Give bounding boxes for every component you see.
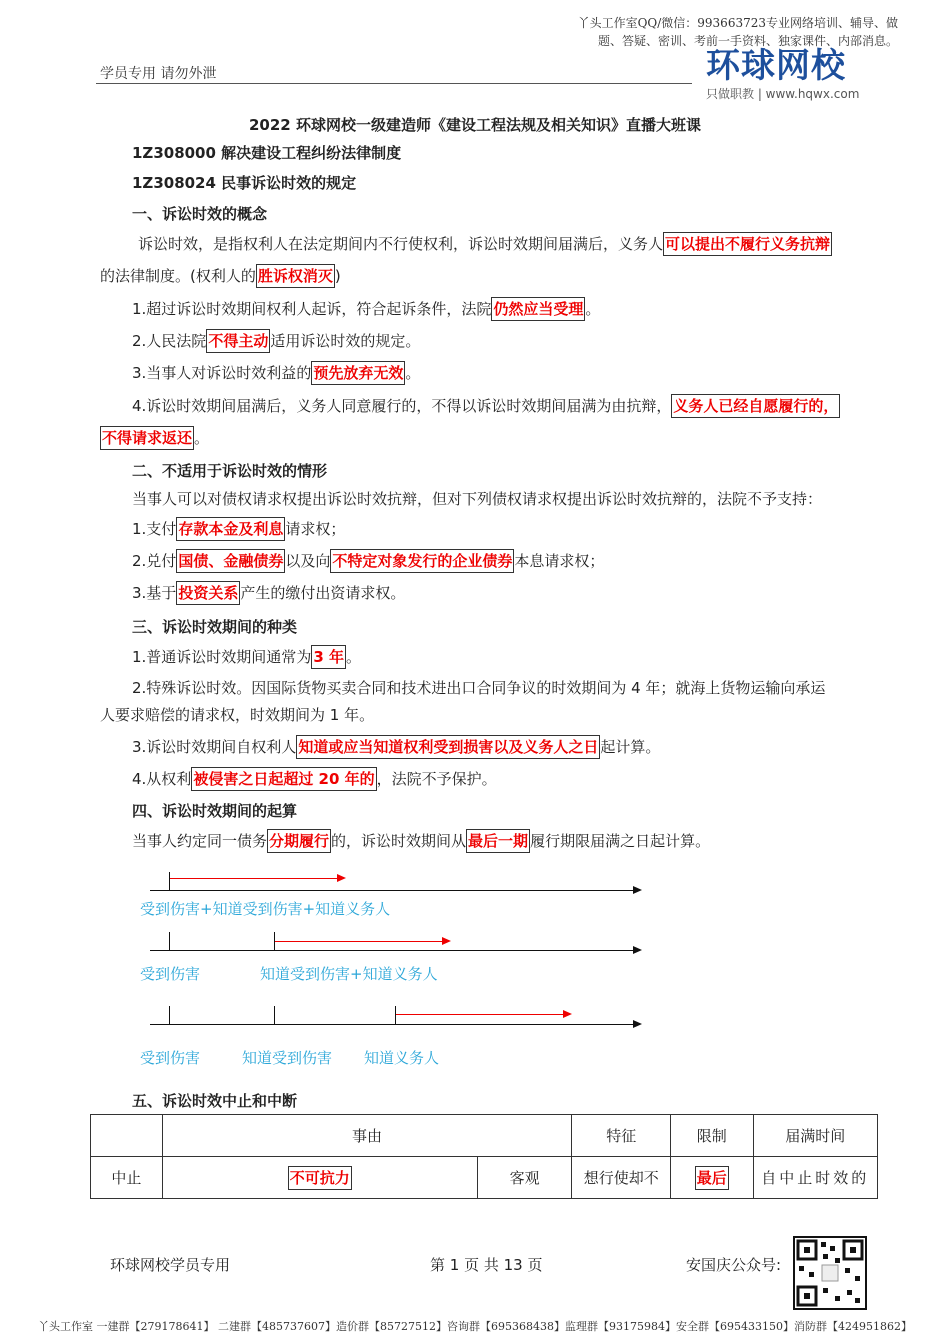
timeline-3-tick-2 (274, 1006, 275, 1024)
highlight-bonds: 国债、金融债券 (176, 549, 285, 573)
footer-right: 安国庆公众号: (686, 1256, 782, 1274)
document-title: 2022 环球网校一级建造师《建设工程法规及相关知识》直播大班课 (249, 116, 701, 134)
timeline-1-label: 受到伤害+知道受到伤害+知道义务人 (140, 900, 391, 918)
header-restriction-label: 学员专用 请勿外泄 (100, 66, 217, 82)
s2-paragraph: 当事人可以对债权请求权提出诉讼时效抗辩，但对下列债权请求权提出诉讼时效抗辩的，法院不予支持： (132, 490, 823, 508)
section-4-title: 四、诉讼时效期间的起算 (132, 802, 298, 820)
highlight-accept: 仍然应当受理 (491, 297, 585, 321)
s2-item-3: 3.基于 投资关系 产生的缴付出资请求权。 (132, 582, 405, 604)
logo-text: 环球网校 (706, 46, 846, 86)
timeline-1-axis (150, 890, 634, 891)
logo-slogan: 只做职教 | www.hqwx.com (706, 87, 860, 101)
highlight-3-years: 3 年 (311, 645, 346, 669)
section-heading: 1Z308024 民事诉讼时效的规定 (132, 174, 357, 192)
highlight-waive-invalid: 预先放弃无效 (311, 361, 405, 385)
suspension-interruption-table (90, 1114, 878, 1199)
s2-item-2: 2.兑付 国债、金融债券 以及向 不特定对象发行的企业债券 本息请求权； (132, 550, 604, 572)
s3-item-1: 1.普通诉讼时效期间通常为 3 年 。 (132, 646, 361, 668)
qr-code (793, 1236, 867, 1310)
timeline-2-period (275, 941, 443, 942)
timeline-2-label-2: 知道受到伤害+知道义务人 (260, 965, 438, 983)
section-2-title: 二、不适用于诉讼时效的情形 (132, 462, 328, 480)
table-header-cell (91, 1115, 163, 1157)
timeline-3-label-3: 知道义务人 (364, 1049, 440, 1067)
timeline-2-tick-1 (169, 932, 170, 950)
s3-item-4: 4.从权利 被侵害之日起超过 20 年的 ，法院不予保护。 (132, 768, 497, 790)
table-cell: 想行使却不 (572, 1157, 671, 1199)
s3-item-2-line1: 2.特殊诉讼时效。因国际货物买卖合同和技术进出口合同争议的时效期间为 4 年；就海上货物运输向承运 (132, 679, 826, 697)
table-header-row (91, 1115, 878, 1157)
highlight-voluntary: 义务人已经自愿履行的， (671, 394, 840, 418)
table-header-cell: 事由 (162, 1115, 572, 1157)
highlight-force-majeure: 不可抗力 (288, 1166, 352, 1190)
highlight-no-return: 不得请求返还 (100, 426, 194, 450)
timeline-3-arrowhead (633, 1020, 642, 1028)
timeline-2-arrowhead (633, 946, 642, 954)
table-cell: 中止 (91, 1157, 163, 1199)
timeline-3-tick-3 (395, 1006, 396, 1024)
timeline-3-label-1: 受到伤害 (140, 1049, 201, 1067)
table-cell: 自中止时效的 (753, 1157, 877, 1199)
s1-paragraph-line1: 诉讼时效，是指权利人在法定期间内不行使权利，诉讼时效期间届满后，义务人 可以提出不履行义务抗辩 (138, 233, 832, 255)
table-cell: 客观 (477, 1157, 572, 1199)
table-header-cell: 限制 (670, 1115, 753, 1157)
s3-item-2-line2: 人要求赔偿的请求权，时效期间为 1 年。 (100, 706, 375, 724)
s1-item-4-line1: 4.诉讼时效期间届满后，义务人同意履行的，不得以诉讼时效期间届满为由抗辩， 义务人已经自愿履行的， (132, 395, 840, 417)
timeline-3-label-2: 知道受到伤害 (242, 1049, 333, 1067)
table-cell (670, 1157, 753, 1199)
highlight-last-period: 最后一期 (466, 829, 530, 853)
highlight-not-active: 不得主动 (206, 329, 270, 353)
table-cell (162, 1157, 477, 1199)
s4-paragraph: 当事人约定同一债务 分期履行 的，诉讼时效期间从 最后一期 履行期限届满之日起计算。 (132, 830, 710, 852)
s1-item-3: 3.当事人对诉讼时效利益的 预先放弃无效 。 (132, 362, 420, 384)
highlight-investment: 投资关系 (176, 581, 240, 605)
s1-paragraph-line2: 的法律制度。(权利人的 胜诉权消灭 ) (100, 265, 341, 287)
s3-item-3: 3.诉讼时效期间自权利人 知道或应当知道权利受到损害以及义务人之日 起计算。 (132, 736, 660, 758)
section-1-title: 一、诉讼时效的概念 (132, 205, 268, 223)
timeline-1-arrowhead (633, 886, 642, 894)
highlight-defense: 可以提出不履行义务抗辩 (663, 232, 832, 256)
timeline-1-period-arrowhead (337, 874, 346, 882)
table-row (91, 1157, 878, 1199)
timeline-3-tick-1 (169, 1006, 170, 1024)
s1-item-1: 1.超过诉讼时效期间权利人起诉，符合起诉条件，法院 仍然应当受理 。 (132, 298, 600, 320)
timeline-2-label-1: 受到伤害 (140, 965, 201, 983)
footer-left: 环球网校学员专用 (110, 1256, 231, 1274)
highlight-deposit: 存款本金及利息 (176, 517, 285, 541)
s2-item-1: 1.支付 存款本金及利息 请求权； (132, 518, 345, 540)
timeline-2-axis (150, 950, 634, 951)
timeline-3-period (396, 1014, 564, 1015)
brand-logo (706, 48, 846, 84)
top-contact-note: 丫头工作室QQ/微信：993663723专业网络培训、辅导、做题、答疑、密训、考前一手资料、独家课件、内部消息。 (577, 16, 898, 48)
highlight-knowledge-date: 知道或应当知道权利受到损害以及义务人之日 (296, 735, 600, 759)
highlight-right-lost: 胜诉权消灭 (256, 264, 335, 288)
timeline-1-tick (169, 872, 170, 890)
header-divider (96, 83, 692, 84)
bottom-group-note: 丫头工作室 一建群【279178641】 二建群【485737607】造价群【85727512】咨询群【695368438】监理群【93175984】安全群【695433150】消防群【424951862】 (38, 1320, 912, 1333)
timeline-3-axis (150, 1024, 634, 1025)
highlight-last-stage: 最后 (695, 1166, 729, 1190)
footer-page-number: 第 1 页 共 13 页 (430, 1256, 543, 1274)
s1-item-4-line2: 不得请求返还 。 (100, 427, 209, 449)
table-header-cell: 特征 (572, 1115, 671, 1157)
timeline-3-period-arrowhead (563, 1010, 572, 1018)
timeline-1-period (170, 878, 338, 879)
highlight-corporate-bonds: 不特定对象发行的企业债券 (330, 549, 514, 573)
s1-item-2: 2.人民法院 不得主动 适用诉讼时效的规定。 (132, 330, 420, 352)
timeline-2-period-arrowhead (442, 937, 451, 945)
section-5-title: 五、诉讼时效中止和中断 (132, 1092, 298, 1110)
section-3-title: 三、诉讼时效期间的种类 (132, 618, 298, 636)
table-header-cell: 届满时间 (753, 1115, 877, 1157)
highlight-20-years: 被侵害之日起超过 20 年的 (191, 767, 376, 791)
chapter-heading: 1Z308000 解决建设工程纠纷法律制度 (132, 144, 402, 162)
highlight-installments: 分期履行 (267, 829, 331, 853)
